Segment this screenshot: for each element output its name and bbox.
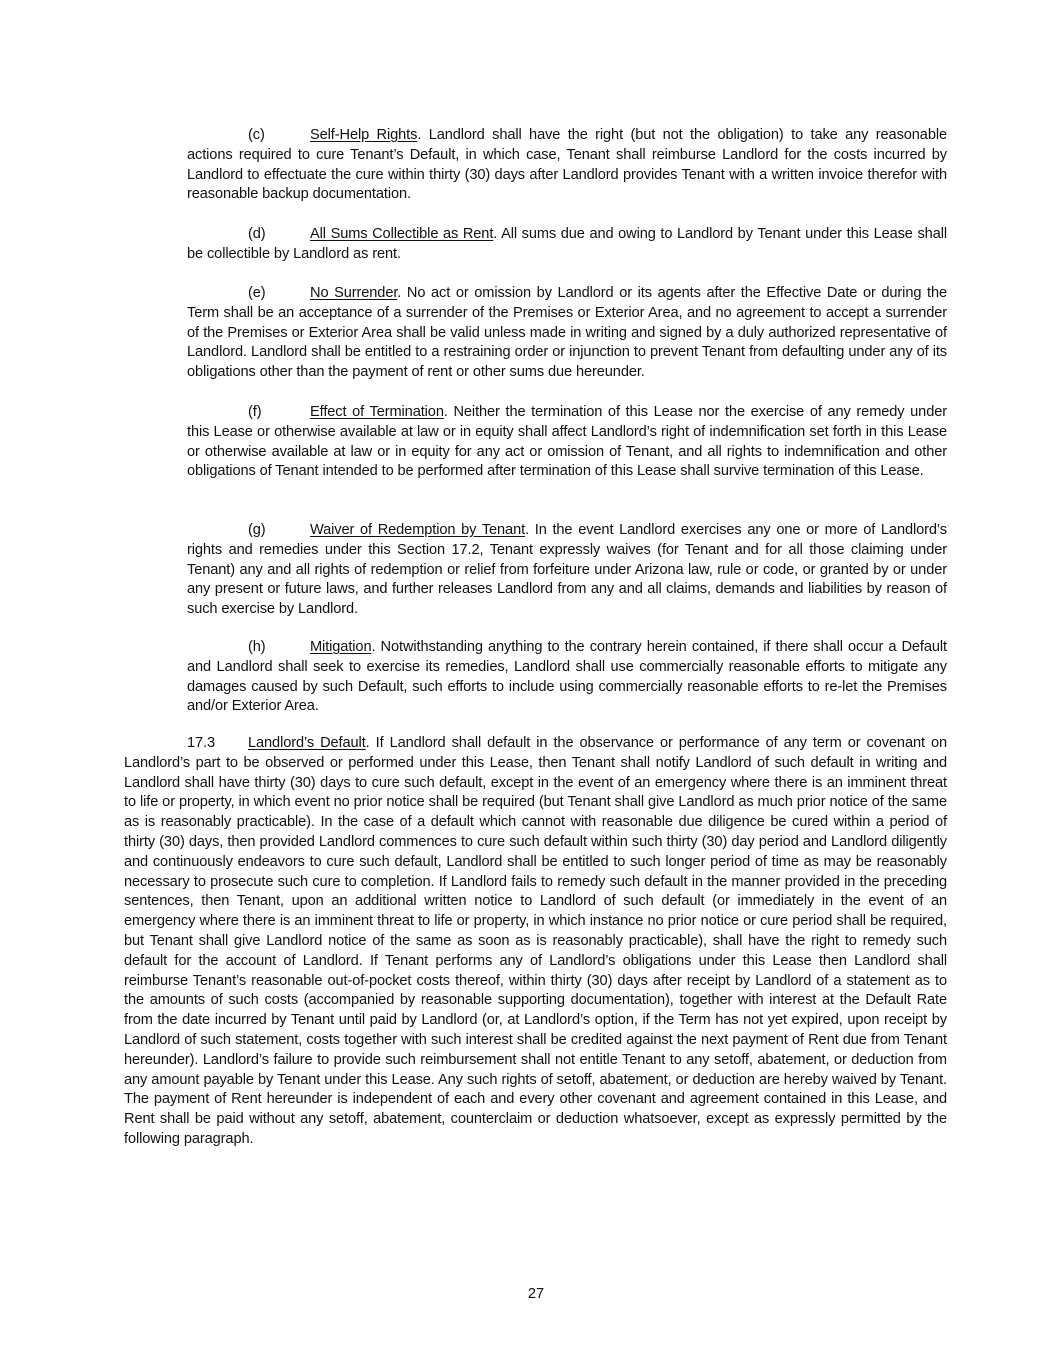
paragraph-d: [187, 225, 947, 265]
paragraph-number: (h): [248, 639, 266, 655]
paragraph-text: . Notwithstanding anything to the contrary herein contained, if there shall occur a Default and Landlord shall seek to exercise its remedies, Landlord shall use commercially reasonable efforts to mitigate any damages caused by such Default, such efforts to include using commercially reasonable efforts to re-let the Premises and/or Exterior Area.: [187, 639, 947, 715]
paragraph-heading: Effect of Termination: [310, 404, 444, 420]
paragraph-text: . Landlord shall have the right (but not the obligation) to take any reasonable actions required to cure Tenant’s Default, in which case, Tenant shall reimburse Landlord for the costs incurred by Landlord to effectuate the cure within thirty (30) days after Landlord provides Tenant with a written invoice therefor with reasonable backup documentation.: [187, 127, 947, 203]
paragraph-g: [187, 521, 947, 620]
paragraph-e: [187, 284, 947, 383]
paragraph-heading: No Surrender: [310, 285, 398, 301]
section-heading: Landlord’s Default: [248, 735, 366, 751]
paragraph-number: (e): [248, 285, 266, 301]
paragraph-text: . In the event Landlord exercises any one or more of Landlord’s rights and remedies under this Section 17.2, Tenant expressly waives (for Tenant and for all those claiming under Tenant) any and all rights of redemption or relief from forfeiture under Arizona law, rule or code, or granted by or under any present or future laws, and further releases Landlord from any and all claims, demands and liabilities by reason of such exercise by Landlord.: [187, 522, 947, 618]
paragraph-text: . Neither the termination of this Lease nor the exercise of any remedy under this Lease or otherwise available at law or in equity shall affect Landlord’s right of indemnification set forth in this Lease or otherwise available at law or in equity for any act or omission of Tenant, and all rights to indemnification and other obligations of Tenant intended to be performed after termination of this Lease shall survive termination of this Lease.: [187, 404, 947, 480]
section-17-3: [124, 734, 947, 1150]
paragraph-c: [187, 126, 947, 205]
section-number: 17.3: [187, 735, 216, 751]
paragraph-f: [187, 403, 947, 482]
paragraph-text: . All sums due and owing to Landlord by Tenant under this Lease shall be collectible by Landlord as rent.: [187, 226, 947, 262]
section-text: . If Landlord shall default in the observance or performance of any term or covenant on Landlord’s part to be observed or performed under this Lease, then Tenant shall notify Landlord of such default in writing and Landlord shall have thirty (30) days to cure such default, except in the event of an emergency where there is an imminent threat to life or property, in which event no prior notice shall be required (but Tenant shall give Landlord as much prior notice of the same as is reasonably practicable). In the case of a default which cannot with reasonable due diligence be cured within a period of thirty (30) days, then provided Landlord commences to cure such default within such thirty (30) day period and Landlord diligently and continuously endeavors to cure such default, Landlord shall be entitled to such longer period of time as may be reasonably necessary to prosecute such cure to completion. If Landlord fails to remedy such default in the manner provided in the preceding sentences, then Tenant, upon an additional written notice to Landlord of such default (or immediately in the event of an emergency where there is an imminent threat to life or property, in which instance no prior notice or cure period shall be required, but Tenant shall give Landlord notice of the same as soon as is reasonably practicable), shall have the right to remedy such default for the account of Landlord. If Tenant performs any of Landlord’s obligations under this Lease then Landlord shall reimburse Tenant’s reasonable out-of-pocket costs thereof, within thirty (30) days after receipt by Landlord of a statement as to the amounts of such costs (accompanied by reasonable supporting documentation), together with interest at the Default Rate from the date incurred by Tenant until paid by Landlord (or, at Landlord’s option, if the Term has not yet expired, upon receipt by Landlord of such statement, costs together with such interest shall be credited against the next payment of Rent due from Tenant hereunder). Landlord’s failure to provide such reimbursement shall not entitle Tenant to any setoff, abatement, or deduction from any amount payable by Tenant under this Lease. Any such rights of setoff, abatement, or deduction are hereby waived by Tenant. The payment of Rent hereunder is independent of each and every other covenant and agreement contained in this Lease, and Rent shall be paid without any setoff, abatement, counterclaim or deduction whatsoever, except as expressly permitted by the following paragraph.: [124, 735, 947, 1147]
paragraph-number: (c): [248, 127, 265, 143]
paragraph-number: (f): [248, 404, 262, 420]
paragraph-number: (g): [248, 522, 266, 538]
paragraph-text: . No act or omission by Landlord or its agents after the Effective Date or during the Term shall be an acceptance of a surrender of the Premises or Exterior Area, and no agreement to accept a surrender of the Premises or Exterior Area shall be valid unless made in writing and signed by a duly authorized representative of Landlord. Landlord shall be entitled to a restraining order or injunction to prevent Tenant from defaulting under any of its obligations other than the payment of rent or other sums due hereunder.: [187, 285, 947, 381]
paragraph-heading: Waiver of Redemption by Tenant: [310, 522, 526, 538]
paragraph-number: (d): [248, 226, 266, 242]
paragraph-h: [187, 638, 947, 717]
paragraph-heading: Self-Help Rights: [310, 127, 418, 143]
paragraph-heading: All Sums Collectible as Rent: [310, 226, 494, 242]
paragraph-heading: Mitigation: [310, 639, 372, 655]
page-number: 27: [527, 1286, 545, 1302]
